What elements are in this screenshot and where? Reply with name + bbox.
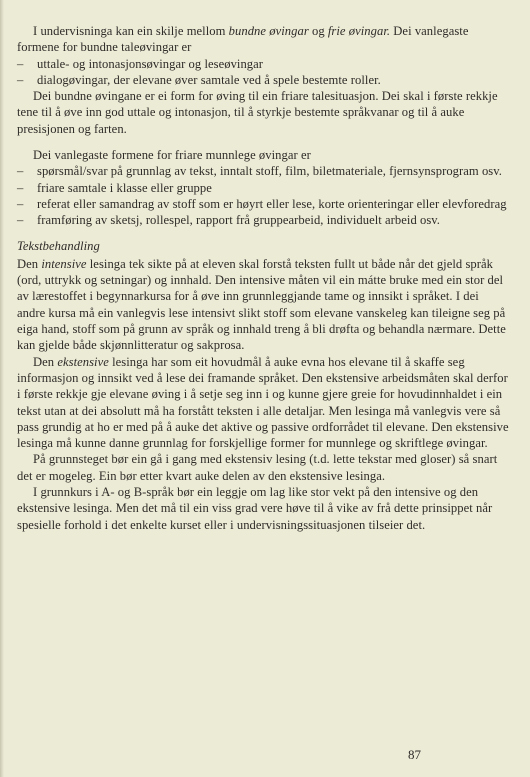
list-dash: – [17,213,24,228]
list-item [17,72,509,88]
emphasis-intensive: intensive [41,256,87,271]
list-item-text: framføring av sketsj, rollespel, rapport frå gruppearbeid, individuelt arbeid osv. [37,213,441,228]
text-run: Den [33,354,58,369]
text-run: lesinga har som eit hovudmål å auke evna hos elevane til å skaffe seg informasjon og innsikt ved å lese dei framande språket. Den ekstensive arbeidsmåten skal derfor i første rekkje gje elevane øving i å setje seg inn i og kunne gjere greie for hovudinnhaldet i ein tekst utan at dei absolutt må ha forstått teksten i alle detaljar. Men lesinga må vanlegvis vere så pass grundig at ho er med på å auke det aktive og passive ordforrådet til elevane. Den ekstensive lesinga må kunne danne grunnlag for forskjellige former for munnlege og skriftlege øvingar. [17,354,509,451]
paragraph-exercise-types [17,23,509,56]
paragraph-extensive-reading [17,354,509,452]
bound-exercises-list [17,56,509,89]
emphasis-extensive: ekstensive [57,354,109,369]
list-dash: – [17,56,24,71]
list-item [17,163,509,179]
list-dash: – [17,196,24,211]
paragraph-bound-exercise-purpose: Dei bundne øvingane er ei form for øving til ein friare talesituasjon. Dei skal i første rekkje tene til å øve inn god uttale og intonasjon, til å styrkje bestemte språkvanar og til å auke presisjonen og farten. [17,89,498,136]
list-item-text: referat eller samandrag av stoff som er høyrt eller lese, korte orienteringar eller elevforedrag [37,196,507,211]
text-run: lesinga tek sikte på at eleven skal forstå teksten fullt ut både når det gjeld språk (ord, uttrykk og setningar) og innhald. Den intensive måten vil ein mátte bruke med ein stor del av lærestoffet i begynnarkursa for å øve inn grunnleggjande tame og innsikt i språket. I dei andre kursa må ein vanlegvis lese intensivt slikt stoff som elevane vanskeleg kan tileigne seg på eiga hand, stoff som på grunn av språk og innhald treng å bli drøfta og behandla nærmare. Dette kan gjelde både skjønnlitteratur og sakprosa. [17,256,506,353]
text-run: Den [17,256,42,271]
emphasis-bound-exercises: bundne øvingar [228,24,309,38]
page-number: 87 [408,747,421,762]
paragraph-intensive-reading [17,256,509,354]
paragraph-basic-courses: I grunnkurs i A- og B-språk bør ein leggje om lag like stor vekt på den intensive og den ekstensive lesinga. Men det må til ein viss grad vere høve til å vike av frå dette prinsippet når spesielle forhold i det enkelte kurset eller i undervisningssituasjonen tilseier det. [17,485,493,532]
section-heading: Tekstbehandling [17,238,100,253]
list-item-text: uttale- og intonasjonsøvingar og leseøvingar [37,56,264,71]
list-item-text: friare samtale i klasse eller gruppe [37,180,212,195]
text-run: og [308,24,328,38]
page-content [17,23,509,533]
paragraph-basic-level: På grunnsteget bør ein gå i gang med ekstensiv lesing (t.d. lette tekstar med gloser) så snart det er mogeleg. Ein bør etter kvart auke delen av den ekstensive lesinga. [17,452,498,483]
paragraph-free-exercises-intro: Dei vanlegaste formene for friare munnlege øvingar er [33,148,311,163]
text-run: Dei vanlegaste formene for bundne taleøvingar er [17,24,469,55]
page-spine-shadow [0,0,4,777]
list-item [17,56,509,72]
list-dash: – [17,180,24,195]
list-dash: – [17,72,24,87]
list-dash: – [17,164,24,179]
text-run: I undervisninga kan ein skilje mellom [33,24,229,38]
emphasis-free-exercises: frie øvingar. [327,24,391,38]
list-item [17,180,509,196]
list-item-text: dialogøvingar, der elevane øver samtale ved å spele bestemte roller. [37,72,381,87]
list-item [17,196,509,212]
list-item [17,212,509,228]
list-item-text: spørsmål/svar på grunnlag av tekst, inntalt stoff, film, biletmateriale, fjernsynsprogram osv. [37,164,502,179]
free-exercises-list [17,163,509,228]
